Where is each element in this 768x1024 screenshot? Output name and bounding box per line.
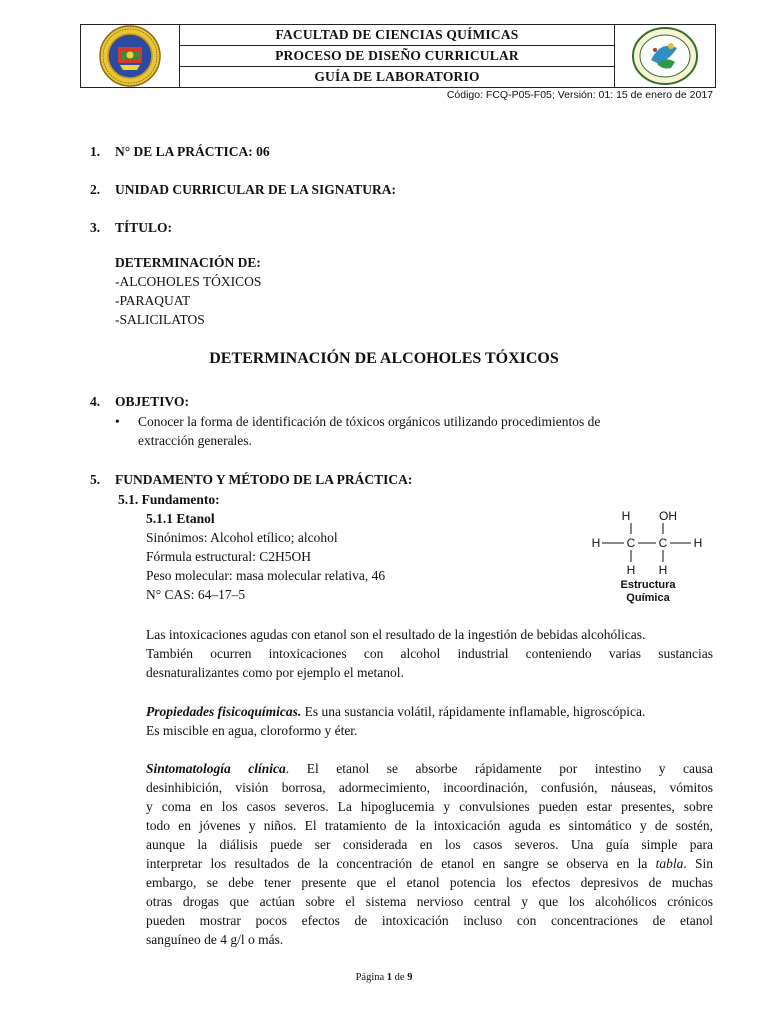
molecular-weight: Peso molecular: masa molecular relativa, 46 xyxy=(146,568,386,583)
section-2-number: 2. xyxy=(90,182,101,197)
section-5-number: 5. xyxy=(90,472,101,487)
university-seal-logo xyxy=(99,25,161,87)
atom-h-bottom-right: H xyxy=(658,563,668,577)
table-reference-word: tabla xyxy=(655,856,684,871)
header-guide: GUÍA DE LABORATORIO xyxy=(180,66,614,87)
structure-caption-1: Estructura xyxy=(620,579,676,591)
section-3 xyxy=(90,218,172,237)
properties-line-2: Es miscible en agua, cloroformo y éter. xyxy=(146,723,358,738)
left-logo-cell xyxy=(81,25,180,87)
paragraph-line: y coma en los casos severos. La hipoglucemia y convulsiones pueden estar presentes, sobre xyxy=(146,799,713,814)
section-4-text: OBJETIVO: xyxy=(115,394,189,409)
header-faculty: FACULTAD DE CIENCIAS QUÍMICAS xyxy=(275,27,519,42)
paragraph-properties xyxy=(146,702,713,740)
atom-c-left: C xyxy=(626,536,636,550)
paragraph-line: otras drogas que actúan sobre el sistema nervioso central y que los alcohólicos crónicos xyxy=(146,894,713,909)
properties-label: Propiedades fisicoquímicas. xyxy=(146,704,302,719)
paragraph-line: pueden mostrar pocos efectos de intoxicación incluso con concentraciones de etanol xyxy=(146,913,713,928)
header-table xyxy=(80,24,716,88)
paragraph-line: todo en jóvenes y niños. El tratamiento de la intoxicación aguda es sintomático y de sostén, xyxy=(146,818,713,833)
main-title: DETERMINACIÓN DE ALCOHOLES TÓXICOS xyxy=(209,350,559,367)
structural-formula: Fórmula estructural: C2H5OH xyxy=(146,549,311,564)
section-3-text: TÍTULO: xyxy=(115,220,173,235)
symptoms-text: . El etanol se absorbe rápidamente por intestino y causa xyxy=(285,761,714,776)
atom-h-left: H xyxy=(591,536,601,550)
section-4 xyxy=(90,392,189,411)
table-reference-end: . Sin xyxy=(683,856,713,871)
paragraph-line: También ocurren intoxicaciones con alcohol industrial conteniendo varias sustancias xyxy=(146,646,713,661)
table-reference-text: interpretar los resultados de la concentración de etanol en sangre se observa en la xyxy=(146,856,656,871)
paragraph-line: sanguíneo de 4 g/l o más. xyxy=(146,932,284,947)
section-2-text: UNIDAD CURRICULAR DE LA SIGNATURA: xyxy=(115,182,397,197)
document-code: Código: FCQ-P05-F05; Versión: 01: 15 de enero de 2017 xyxy=(446,89,713,101)
structure-caption-2: Química xyxy=(626,592,670,604)
objective-line-1: Conocer la forma de identificación de tóxicos orgánicos utilizando procedimientos de xyxy=(138,414,601,429)
footer-of: de xyxy=(392,972,408,983)
footer-page-label: Página xyxy=(355,972,387,983)
paragraph-intro xyxy=(146,625,713,682)
cas-number: N° CAS: 64–17–5 xyxy=(146,587,246,602)
header-titles xyxy=(180,25,614,87)
determination-item: -PARAQUAT xyxy=(115,293,191,308)
paragraph-line: Las intoxicaciones agudas con etanol son el resultado de la ingestión de bebidas alcohólicas. xyxy=(146,627,646,642)
right-logo-cell xyxy=(614,25,715,87)
header-process: PROCESO DE DISEÑO CURRICULAR xyxy=(180,45,614,66)
objective-bullet xyxy=(115,412,675,450)
determination-heading: DETERMINACIÓN DE: xyxy=(115,255,261,270)
paragraph-line: aunque la diálisis puede ser considerada en los casos severos. Una guía simple para xyxy=(146,837,713,852)
footer-current-page: 1 xyxy=(386,972,393,983)
symptoms-label: Sintomatología clínica xyxy=(146,761,286,776)
atom-h-right: H xyxy=(693,536,703,550)
synonyms: Sinónimos: Alcohol etílico; alcohol xyxy=(146,530,338,545)
section-3-number: 3. xyxy=(90,220,101,235)
footer-total-pages: 9 xyxy=(407,972,413,983)
atom-h-top-left: H xyxy=(621,509,631,523)
bullet-icon: • xyxy=(115,414,120,429)
determination-list xyxy=(115,253,261,329)
ethanol-info xyxy=(146,509,385,604)
section-1 xyxy=(90,142,270,161)
atom-h-bottom-left: H xyxy=(626,563,636,577)
paragraph-line: desnaturalizantes como por ejemplo el metanol. xyxy=(146,665,404,680)
section-5-text: FUNDAMENTO Y MÉTODO DE LA PRÁCTICA: xyxy=(115,472,413,487)
paragraph-line: embargo, se debe tener presente que el etanol potencia los efectos depresivos de muchas xyxy=(146,875,713,890)
subsection-5-1-1: 5.1.1 Etanol xyxy=(146,511,215,526)
determination-item: -SALICILATOS xyxy=(115,312,205,327)
properties-text: Es una sustancia volátil, rápidamente inflamable, higroscópica. xyxy=(301,704,646,719)
chemistry-faculty-logo xyxy=(631,26,699,86)
section-2 xyxy=(90,180,396,199)
page-footer xyxy=(0,972,768,983)
atom-c-right: C xyxy=(658,536,668,550)
atom-oh-top: OH xyxy=(659,509,677,523)
section-5 xyxy=(90,470,412,489)
section-1-text: N° DE LA PRÁCTICA: 06 xyxy=(115,144,270,159)
section-1-number: 1. xyxy=(90,144,101,159)
section-4-number: 4. xyxy=(90,394,101,409)
paragraph-symptoms xyxy=(146,759,713,949)
determination-item: -ALCOHOLES TÓXICOS xyxy=(115,274,262,289)
paragraph-line: desinhibición, visión borrosa, adormecimiento, incoordinación, confusión, náuseas, vómitos xyxy=(146,780,713,795)
objective-line-2: extracción generales. xyxy=(138,433,252,448)
subsection-5-1: 5.1. Fundamento: xyxy=(118,492,220,507)
ethanol-structure-figure xyxy=(588,506,708,606)
